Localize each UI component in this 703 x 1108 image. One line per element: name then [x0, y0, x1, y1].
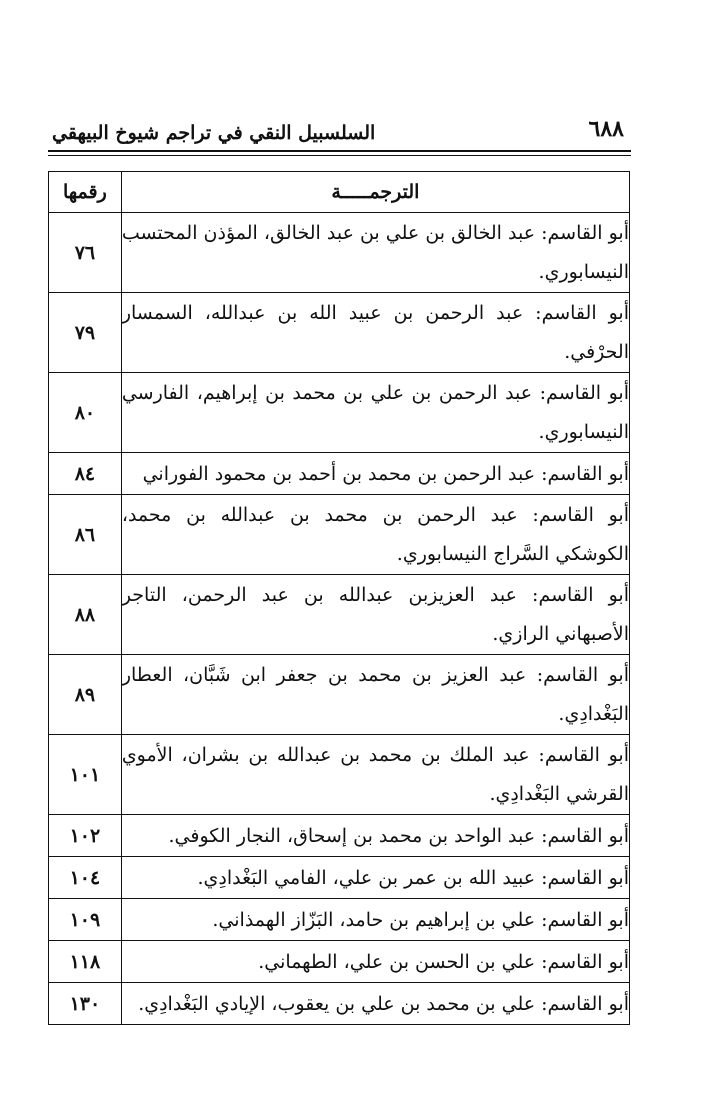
table-row	[49, 453, 630, 495]
biography-cell: أبو القاسم: عبد الرحمن بن علي بن محمد بن إبراهيم، الفارسي النيسابوري.	[121, 373, 629, 453]
page-header	[48, 112, 628, 152]
biography-index-table	[48, 171, 630, 1025]
number-cell: ١٠١	[49, 735, 122, 815]
table-row	[49, 857, 630, 899]
biography-cell: أبو القاسم: عبد الرحمن بن عبيد الله بن عبدالله، السمسار الحرْفي.	[121, 293, 629, 373]
number-cell: ١٠٩	[49, 899, 122, 941]
number-cell: ١١٨	[49, 941, 122, 983]
column-header-biography: الترجمـــــة	[121, 172, 629, 213]
biography-cell: أبو القاسم: عبد العزيز بن محمد بن جعفر ابن شَبَّان، العطار البَغْدادِي.	[121, 655, 629, 735]
biography-cell: أبو القاسم: عبيد الله بن عمر بن علي، الفامي البَغْدادِي.	[121, 857, 629, 899]
biography-cell: أبو القاسم: عبد العزيزبن عبدالله بن عبد الرحمن، التاجر الأصبهاني الرازي.	[121, 575, 629, 655]
header-rule	[48, 150, 631, 152]
number-cell: ٨٤	[49, 453, 122, 495]
number-cell: ٧٩	[49, 293, 122, 373]
biography-cell: أبو القاسم: عبد الرحمن بن محمد بن أحمد بن محمود الفوراني	[121, 453, 629, 495]
biography-cell: أبو القاسم: علي بن الحسن بن علي، الطهماني.	[121, 941, 629, 983]
column-header-number: رقمها	[49, 172, 122, 213]
table-header-row	[49, 172, 630, 213]
biography-cell: أبو القاسم: علي بن محمد بن علي بن يعقوب، الإيادي البَغْدادِي.	[121, 983, 629, 1025]
table-row	[49, 983, 630, 1025]
table-row	[49, 373, 630, 453]
biography-cell: أبو القاسم: علي بن إبراهيم بن حامد، البَزّاز الهمذاني.	[121, 899, 629, 941]
table-row	[49, 655, 630, 735]
table-row	[49, 941, 630, 983]
biography-cell: أبو القاسم: عبد الخالق بن علي بن عبد الخالق، المؤذن المحتسب النيسابوري.	[121, 213, 629, 293]
table-row	[49, 213, 630, 293]
number-cell: ٧٦	[49, 213, 122, 293]
header-rule-thin	[48, 155, 631, 156]
number-cell: ٨٩	[49, 655, 122, 735]
biography-cell: أبو القاسم: عبد الرحمن بن محمد بن عبدالله بن محمد، الكوشكي السَّراج النيسابوري.	[121, 495, 629, 575]
biography-cell: أبو القاسم: عبد الملك بن محمد بن عبدالله بن بشران، الأموي القرشي البَغْدادِي.	[121, 735, 629, 815]
table-row	[49, 899, 630, 941]
book-title: السلسبيل النقي في تراجم شيوخ البيهقي	[52, 122, 376, 144]
table-row	[49, 735, 630, 815]
number-cell: ٨٦	[49, 495, 122, 575]
number-cell: ١٠٤	[49, 857, 122, 899]
table-row	[49, 575, 630, 655]
number-cell: ٨٨	[49, 575, 122, 655]
biography-cell: أبو القاسم: عبد الواحد بن محمد بن إسحاق، النجار الكوفي.	[121, 815, 629, 857]
table-row	[49, 495, 630, 575]
number-cell: ١٣٠	[49, 983, 122, 1025]
page-number: ٦٨٨	[588, 116, 624, 142]
table-row	[49, 815, 630, 857]
number-cell: ١٠٢	[49, 815, 122, 857]
table-row	[49, 293, 630, 373]
number-cell: ٨٠	[49, 373, 122, 453]
